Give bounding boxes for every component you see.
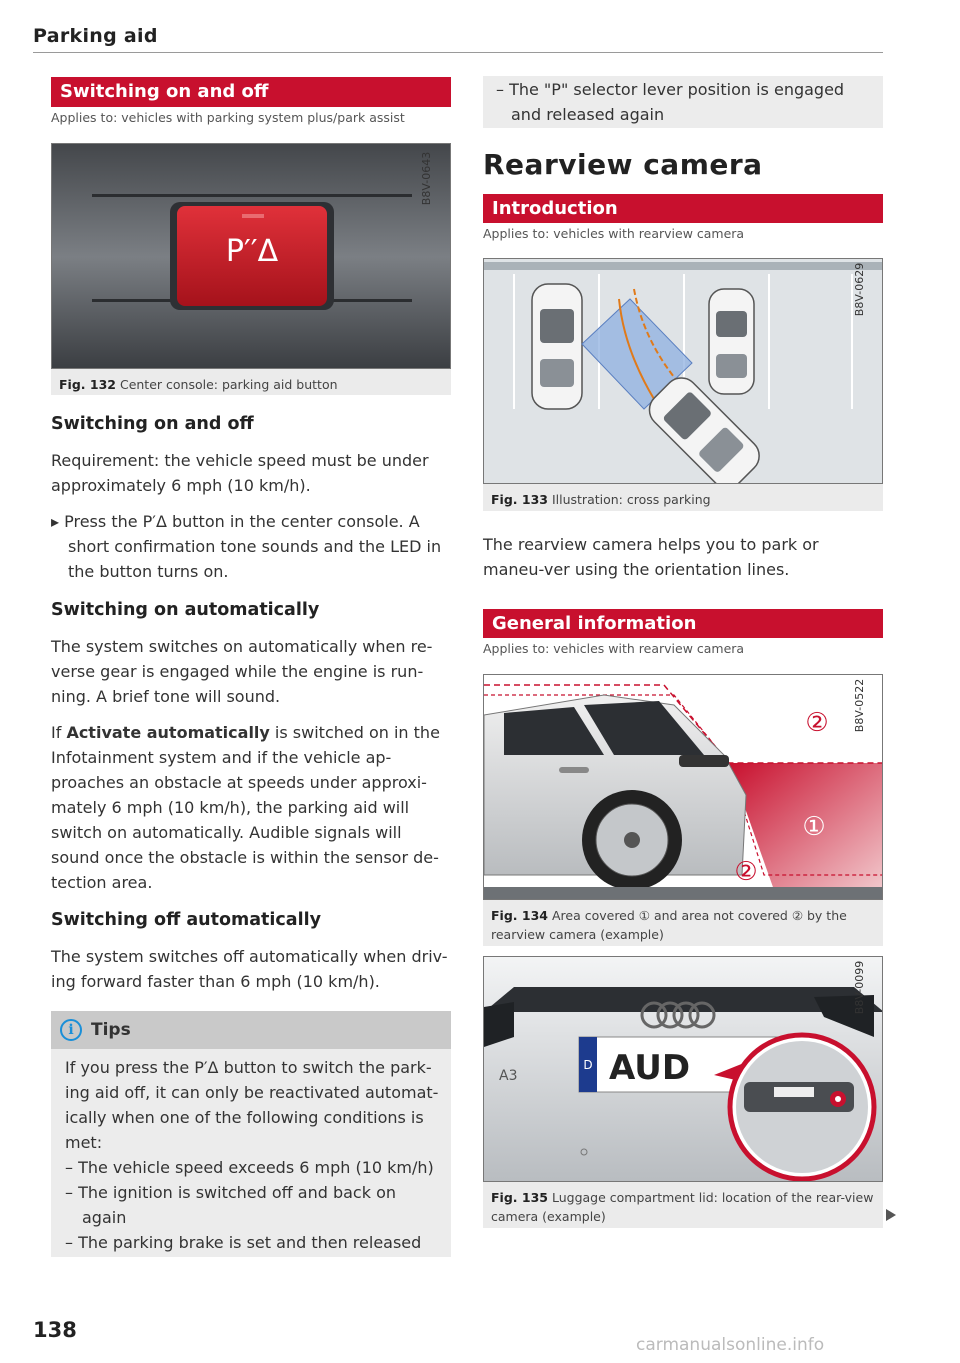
figure-code: B8V-0522 xyxy=(853,678,867,733)
luggage-lid-camera-illustration xyxy=(484,957,883,1182)
figure-135-image xyxy=(483,956,883,1182)
cross-parking-illustration xyxy=(484,259,883,484)
instruction-line: short confirmation tone sounds and the LED in xyxy=(68,537,442,556)
figure-133-image xyxy=(483,258,883,484)
model-badge: A3 xyxy=(499,1068,518,1084)
figure-caption-text: Illustration: cross parking xyxy=(551,492,711,507)
text-segment: If xyxy=(51,723,67,742)
figure-label: Fig. 135 xyxy=(491,1190,548,1205)
section-bar-introduction: Introduction xyxy=(483,194,883,223)
parking-aid-glyph: P′′Δ xyxy=(225,234,279,269)
page-header-title: Parking aid xyxy=(33,25,158,47)
figure-132-image xyxy=(51,143,451,369)
header-divider xyxy=(33,52,883,53)
figure-caption-text: Area covered ① and area not covered ② by the rearview camera (example) xyxy=(491,908,847,942)
tips-box xyxy=(51,1011,451,1257)
tips-title: Tips xyxy=(91,1020,131,1040)
figure-132-caption xyxy=(51,369,451,395)
figure-code: B8V-0099 xyxy=(853,960,867,1015)
figure-134-caption xyxy=(483,900,883,946)
marker-area-covered: ① xyxy=(802,812,826,842)
tips-body xyxy=(65,1055,445,1255)
plate-text: AUD xyxy=(609,1048,691,1088)
marker-area-not-covered: ② xyxy=(805,708,829,738)
tips-item: – The vehicle speed exceeds 6 mph (10 km/h) xyxy=(65,1158,434,1177)
watermark: carmanualsonline.info xyxy=(636,1335,825,1355)
center-console-illustration xyxy=(52,144,451,369)
section-bar-general-information: General information xyxy=(483,609,883,638)
tips-item: – The ignition is switched off and back on xyxy=(65,1183,397,1202)
list-item-line: and released again xyxy=(511,105,665,124)
auto-off-paragraph: The system switches off automatically when driv-ing forward faster than 6 mph (10 km/h). xyxy=(51,947,448,991)
activate-automatically-paragraph xyxy=(51,720,451,895)
figure-134-image xyxy=(483,674,883,900)
info-icon: i xyxy=(60,1019,82,1041)
applies-to-text: Applies to: vehicles with rearview camera xyxy=(483,226,745,241)
figure-135-caption xyxy=(483,1182,883,1228)
figure-code: B8V-0629 xyxy=(853,262,867,317)
continued-list-item xyxy=(483,76,883,128)
press-button-instruction xyxy=(51,509,451,584)
figure-label: Fig. 133 xyxy=(491,492,548,507)
figure-caption-text: Center console: parking aid button xyxy=(119,377,338,392)
heading-switching-on-automatically: Switching on automatically xyxy=(51,600,320,620)
instruction-line: the button turns on. xyxy=(68,562,229,581)
camera-intro-paragraph: The rearview camera helps you to park or maneu-ver using the orientation lines. xyxy=(483,535,819,579)
tips-item: – The parking brake is set and then released xyxy=(65,1233,422,1252)
continue-arrow-icon xyxy=(886,1209,896,1221)
text-segment: is switched on in the Infotainment system and if the vehicle ap-proaches an obstacle at speeds under approxi-mately 6 mph (10 km/h), the parking aid will switch on automatically. Audible signals will sound once the obstacle is within the sensor de-tection area. xyxy=(51,723,440,892)
heading-switching-off-automatically: Switching off automatically xyxy=(51,910,321,930)
figure-label: Fig. 134 xyxy=(491,908,548,923)
auto-on-paragraph: The system switches on automatically when re-verse gear is engaged while the engine is run-ning. A brief tone will sound. xyxy=(51,637,433,706)
marker-area-not-covered: ② xyxy=(734,857,758,887)
chapter-title: Rearview camera xyxy=(483,148,763,181)
figure-code: B8V-0643 xyxy=(420,151,434,206)
heading-switching-on-off: Switching on and off xyxy=(51,414,254,434)
requirement-paragraph: Requirement: the vehicle speed must be under approximately 6 mph (10 km/h). xyxy=(51,451,429,495)
figure-133-caption xyxy=(483,484,883,511)
applies-to-text: Applies to: vehicles with rearview camera xyxy=(483,641,745,656)
tips-header xyxy=(51,1011,451,1049)
tips-item-continued: again xyxy=(82,1208,127,1227)
section-bar-switching: Switching on and off xyxy=(51,77,451,107)
activate-automatically-term: Activate automatically xyxy=(66,723,270,742)
page-number: 138 xyxy=(33,1318,77,1342)
list-item-line: – The "P" selector lever position is engaged xyxy=(496,80,845,99)
plate-country-letter: D xyxy=(583,1058,593,1072)
tips-intro: If you press the P′Δ button to switch the park-ing aid off, it can only be reactivated automat-ically when one of the following conditions is met: xyxy=(65,1058,439,1152)
applies-to-text: Applies to: vehicles with parking system plus/park assist xyxy=(51,110,405,125)
camera-coverage-illustration xyxy=(484,675,883,900)
figure-caption-text: Luggage compartment lid: location of the rear-view camera (example) xyxy=(491,1190,874,1224)
instruction-line: ▸ Press the P′Δ button in the center console. A xyxy=(51,512,420,531)
figure-label: Fig. 132 xyxy=(59,377,116,392)
